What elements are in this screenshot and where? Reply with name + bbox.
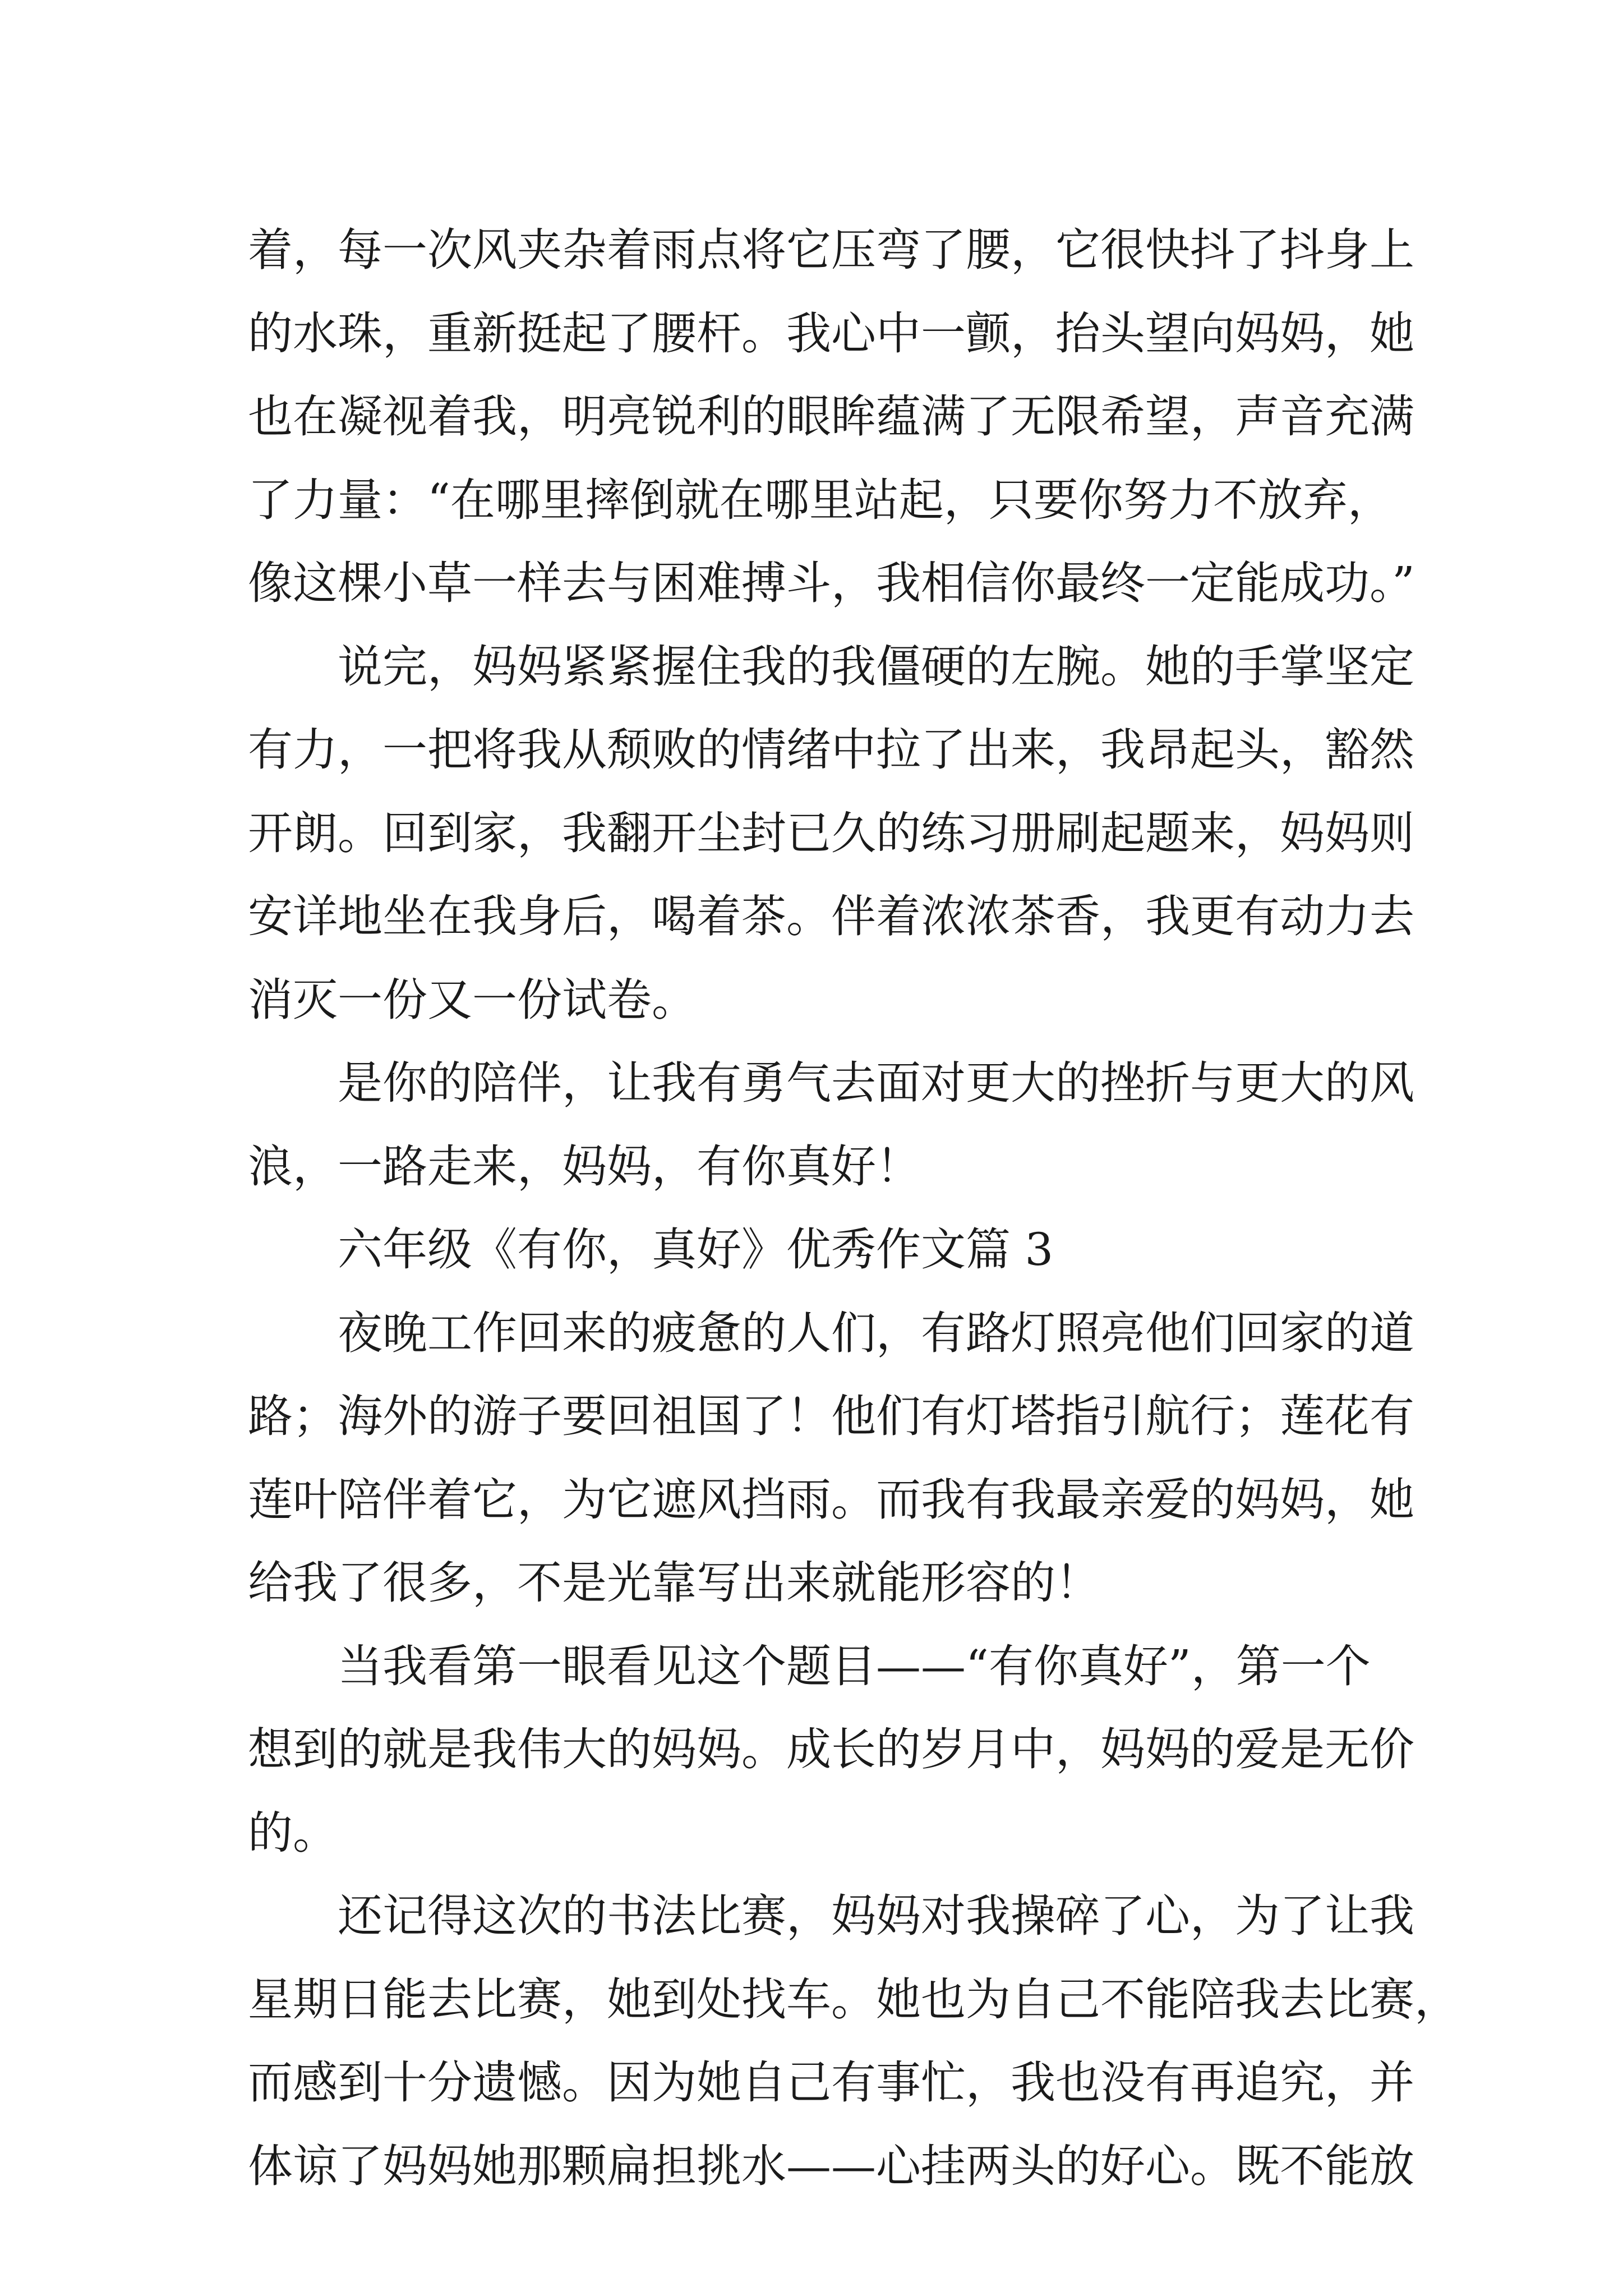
text-line: 星期日能去比赛，她到处找车。她也为自己不能陪我去比赛， <box>248 1973 1459 2026</box>
text-line: 安详地坐在我身后，喝着茶。伴着浓浓茶香，我更有动力去 <box>248 890 1414 942</box>
text-line: 也在凝视着我，明亮锐利的眼眸蕴满了无限希望，声音充满 <box>248 390 1414 443</box>
text-line: 说完，妈妈紧紧握住我的我僵硬的左腕。她的手掌坚定 <box>338 640 1414 693</box>
text-line: 有力，一把将我从颓败的情绪中拉了出来，我昂起头，豁然 <box>248 724 1414 776</box>
text-line: 是你的陪伴，让我有勇气去面对更大的挫折与更大的风 <box>338 1057 1414 1109</box>
text-line: 着，每一次风夹杂着雨点将它压弯了腰，它很快抖了抖身上 <box>248 224 1414 276</box>
text-line: 的水珠，重新挺起了腰杆。我心中一颤，抬头望向妈妈，她 <box>248 307 1414 360</box>
text-line: 夜晚工作回来的疲惫的人们，有路灯照亮他们回家的道 <box>338 1306 1414 1359</box>
text-line: 六年级《有你，真好》优秀作文篇 3 <box>338 1223 1054 1276</box>
text-line: 还记得这次的书法比赛，妈妈对我操碎了心，为了让我 <box>338 1890 1414 1942</box>
document-body <box>248 209 1459 2208</box>
text-line: 想到的就是我伟大的妈妈。成长的岁月中，妈妈的爱是无价 <box>248 1723 1414 1775</box>
text-line: 了力量：“在哪里摔倒就在哪里站起，只要你努力不放弃， <box>248 473 1393 526</box>
text-line: 当我看第一眼看见这个题目——“有你真好”，第一个 <box>338 1640 1371 1692</box>
text-line: 的。 <box>248 1806 338 1859</box>
text-line: 莲叶陪伴着它，为它遮风挡雨。而我有我最亲爱的妈妈，她 <box>248 1473 1414 1526</box>
text-line: 给我了很多，不是光靠写出来就能形容的！ <box>248 1557 1100 1609</box>
text-line: 开朗。回到家，我翻开尘封已久的练习册刷起题来，妈妈则 <box>248 807 1414 859</box>
text-line: 而感到十分遗憾。因为她自己有事忙，我也没有再追究，并 <box>248 2056 1414 2109</box>
text-line: 体谅了妈妈她那颗扁担挑水——心挂两头的好心。既不能放 <box>248 2139 1414 2192</box>
text-line: 消灭一份又一份试卷。 <box>248 973 697 1026</box>
text-line: 浪，一路走来，妈妈，有你真好！ <box>248 1140 921 1193</box>
text-line: 路；海外的游子要回祖国了！他们有灯塔指引航行；莲花有 <box>248 1390 1414 1442</box>
text-line: 像这棵小草一样去与困难搏斗，我相信你最终一定能成功。” <box>248 557 1415 609</box>
